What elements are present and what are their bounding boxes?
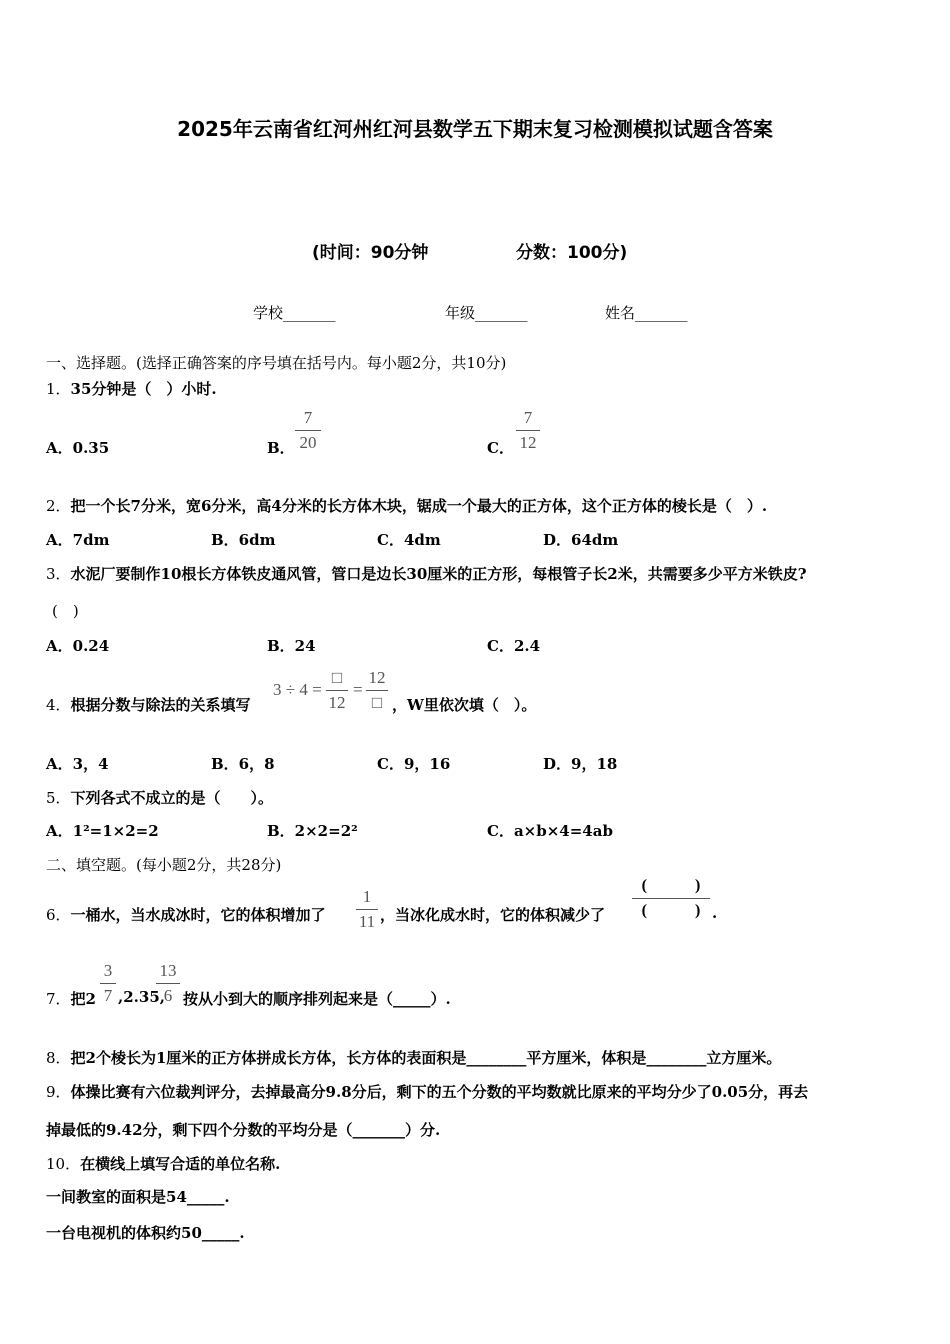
question-7 (46, 988, 96, 1009)
q1-fraction-c (516, 408, 540, 453)
q2-option-c[interactable]: C．4dm (377, 531, 441, 549)
q4-fraction-2 (366, 668, 388, 713)
numerator: 1 (362, 887, 372, 906)
question-number: 6． (46, 906, 71, 924)
fraction-bar (356, 909, 378, 910)
q4-tail: ，W里依次填（ ）。 (392, 696, 537, 714)
denominator: 11 (358, 912, 376, 931)
fraction-bar (156, 983, 180, 984)
numerator: 3 (103, 961, 113, 980)
question-text: 一桶水，当水成冰时，它的体积增加了 (70, 906, 326, 924)
question-4 (46, 694, 251, 715)
q10-line-1: 一间教室的面积是54_____. (46, 1188, 230, 1206)
q6-fraction (356, 887, 378, 932)
q4-equals: = (353, 680, 363, 699)
q3-answer-paren[interactable]: ( ) (52, 602, 79, 620)
q5-option-a[interactable]: A．1²=1×2=2 (46, 822, 159, 840)
score-label: 分数：100分) (516, 243, 628, 263)
q4-option-d[interactable]: D．9，18 (543, 755, 618, 773)
page-title: 2025年云南省红河州红河县数学五下期末复习检测模拟试题含答案 (177, 117, 773, 141)
numerator: 12 (368, 668, 386, 687)
question-text: 体操比赛有六位裁判评分，去掉最高分9.8分后，剩下的五个分数的平均数就比原来的平均分少了0.05分，再去 (70, 1083, 809, 1101)
school-field[interactable]: 学校_______ (253, 304, 336, 322)
q5-option-b[interactable]: B．2×2=2² (267, 822, 358, 840)
fraction-bar (295, 430, 321, 431)
question-5 (46, 787, 273, 808)
time-label: (时间：90分钟 (312, 243, 429, 263)
question-number: 5． (46, 789, 71, 807)
question-number: 2． (46, 497, 71, 515)
q4-option-b[interactable]: B．6，8 (211, 755, 275, 773)
q3-option-b[interactable]: B．24 (267, 637, 316, 655)
denominator: 12 (519, 433, 537, 452)
question-8 (46, 1047, 781, 1068)
q4-expression: 3 ÷ 4 = (273, 680, 322, 699)
q7-end: 按从小到大的顺序排列起来是（_____）. (183, 990, 451, 1008)
question-2 (46, 495, 767, 516)
q4-fraction-1 (326, 668, 348, 713)
q4-option-c[interactable]: C．9，16 (377, 755, 451, 773)
question-text: 水泥厂要制作10根长方体铁皮通风管，管口是边长30厘米的正方形，每根管子长2米，共需要多少平方米铁皮? (70, 565, 807, 583)
denominator: 7 (103, 986, 113, 1005)
q7-fraction-1 (100, 961, 116, 1006)
q1-fraction-b (295, 408, 321, 453)
question-number: 7． (46, 990, 71, 1008)
q6-answer-fraction[interactable] (632, 876, 710, 921)
question-9-cont: 掉最低的9.42分，剩下四个分数的平均分是（_______）分. (46, 1121, 441, 1139)
denominator: 12 (328, 693, 346, 712)
denominator: □ (371, 693, 383, 712)
numerator: 7 (523, 408, 533, 427)
fraction-bar (516, 430, 540, 431)
question-text: 下列各式不成立的是（ ）。 (70, 789, 274, 807)
q3-option-c[interactable]: C．2.4 (487, 637, 541, 655)
question-number: 9． (46, 1083, 71, 1101)
section1-heading: 一、选择题。(选择正确答案的序号填在括号内。每小题2分，共10分) (46, 354, 507, 372)
q7-fraction-2 (156, 961, 180, 1006)
question-number: 8． (46, 1049, 71, 1067)
q2-option-b[interactable]: B．6dm (211, 531, 276, 549)
question-1 (46, 378, 217, 399)
q10-line-2: 一台电视机的体积约50_____. (46, 1224, 245, 1242)
q1-option-b[interactable]: B． (267, 439, 295, 457)
question-number: 4． (46, 696, 71, 714)
q6-mid-text: ，当冰化成水时，它的体积减少了 (380, 906, 606, 924)
q1-option-a[interactable]: A．0.35 (46, 439, 110, 457)
question-text: 根据分数与除法的关系填写 (70, 696, 251, 714)
question-3 (46, 563, 807, 584)
q5-option-c[interactable]: C．a×b×4=4ab (487, 822, 613, 840)
q2-option-a[interactable]: A．7dm (46, 531, 110, 549)
question-10 (46, 1153, 280, 1174)
q7-mid-text: ,2.35, (118, 988, 165, 1006)
question-number: 1． (46, 380, 71, 398)
answer-denominator[interactable]: ( ) (641, 902, 701, 919)
question-6 (46, 904, 326, 925)
denominator: 20 (299, 433, 317, 452)
numerator: □ (331, 668, 343, 687)
grade-field[interactable]: 年级_______ (445, 304, 528, 322)
q4-option-a[interactable]: A．3，4 (46, 755, 109, 773)
fraction-bar (366, 690, 388, 691)
q3-option-a[interactable]: A．0.24 (46, 637, 110, 655)
question-text: 在横线上填写合适的单位名称. (80, 1155, 281, 1173)
q6-end: . (712, 904, 718, 922)
question-text: 把一个长7分米，宽6分米，高4分米的长方体木块，锯成一个最大的正方体，这个正方体的棱长是（ ）. (70, 497, 768, 515)
question-text: 把2个棱长为1厘米的正方体拼成长方体，长方体的表面积是________平方厘米，体积是________立方厘米。 (70, 1049, 782, 1067)
question-number: 10． (46, 1155, 81, 1173)
fraction-bar (326, 690, 348, 691)
question-number: 3． (46, 565, 71, 583)
numerator: 7 (303, 408, 313, 427)
denominator: 6 (163, 986, 173, 1005)
q2-option-d[interactable]: D．64dm (543, 531, 619, 549)
fraction-bar (632, 898, 710, 899)
answer-numerator[interactable]: ( ) (641, 877, 701, 894)
q1-option-c[interactable]: C． (487, 439, 514, 457)
section2-heading: 二、填空题。(每小题2分，共28分) (46, 856, 282, 874)
question-text: 35分钟是（ ）小时. (70, 380, 217, 398)
name-field[interactable]: 姓名_______ (605, 304, 688, 322)
fraction-bar (100, 983, 116, 984)
question-text: 把2 (70, 990, 96, 1008)
numerator: 13 (159, 961, 177, 980)
question-9 (46, 1081, 808, 1102)
